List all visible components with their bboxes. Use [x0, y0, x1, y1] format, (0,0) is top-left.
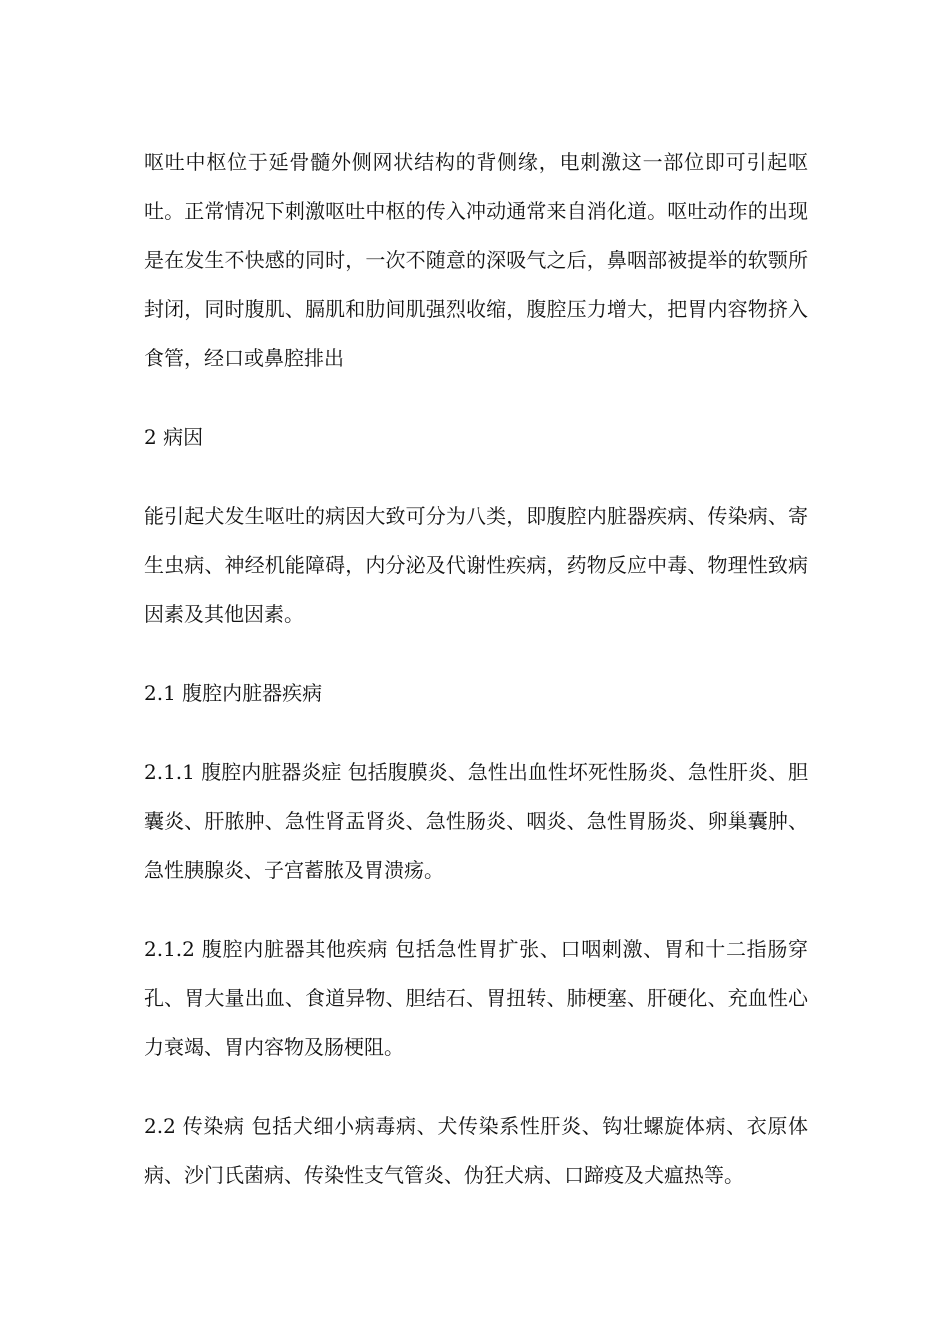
section-heading-etiology: 2 病因: [144, 425, 204, 449]
document-body: [144, 138, 808, 1230]
paragraph-abdominal-organ-other-disease: 2.1.2 腹腔内脏器其他疾病 包括急性胃扩张、口咽刺激、胃和十二指肠穿孔、胃大量出血、食道异物、胆结石、胃扭转、肺梗塞、肝硬化、充血性心力衰竭、胃内容物及肠梗阻。: [144, 937, 808, 1059]
paragraph-infectious-disease: 2.2 传染病 包括犬细小病毒病、犬传染系性肝炎、钩壮螺旋体病、衣原体病、沙门氏菌病、传染性支气管炎、伪狂犬病、口蹄疫及犬瘟热等。: [144, 1114, 808, 1187]
section-heading-abdominal-organ-disease: 2.1 腹腔内脏器疾病: [144, 681, 323, 705]
paragraph-vomiting-center: 呕吐中枢位于延骨髓外侧网状结构的背侧缘，电刺激这一部位即可引起呕吐。正常情况下刺激呕吐中枢的传入冲动通常来自消化道。呕吐动作的出现是在发生不快感的同时，一次不随意的深吸气之后，鼻咽部被提举的软颚所封闭，同时腹肌、膈肌和肋间肌强烈收缩，腹腔压力增大，把胃内容物挤入食管，经口或鼻腔排出: [144, 150, 808, 370]
paragraph-etiology-overview: 能引起犬发生呕吐的病因大致可分为八类，即腹腔内脏器疾病、传染病、寄生虫病、神经机能障碍，内分泌及代谢性疾病，药物反应中毒、物理性致病因素及其他因素。: [144, 504, 808, 626]
paragraph-abdominal-organ-inflammation: 2.1.1 腹腔内脏器炎症 包括腹膜炎、急性出血性坏死性肠炎、急性肝炎、胆囊炎、肝脓肿、急性肾盂肾炎、急性肠炎、咽炎、急性胃肠炎、卵巢囊肿、急性胰腺炎、子宫蓄脓及胃溃疡。: [144, 760, 808, 882]
